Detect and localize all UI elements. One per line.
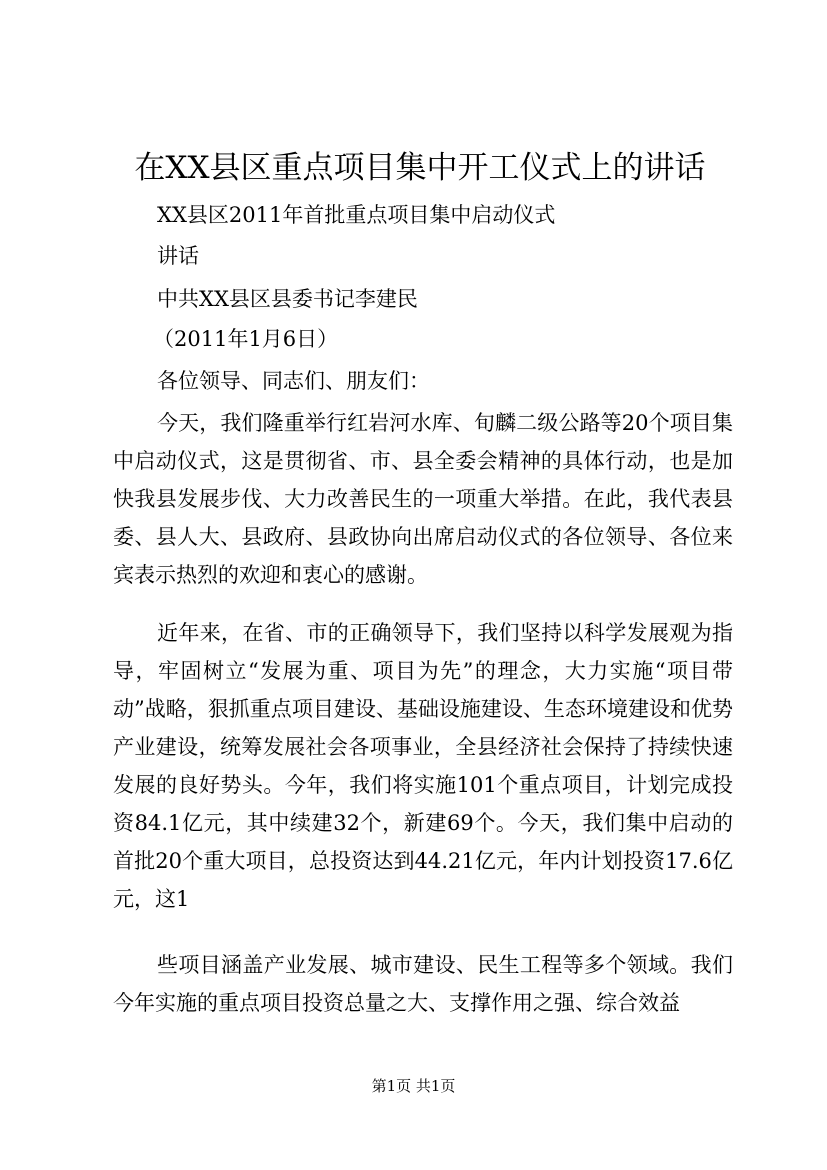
- subtitle-line-1: XX县区2011年首批重点项目集中启动仪式: [157, 203, 556, 227]
- subtitle-line-2: 讲话: [157, 244, 199, 268]
- salutation: 各位领导、同志们、朋友们：: [157, 369, 430, 393]
- speaker-line: 中共XX县区县委书记李建民: [157, 287, 418, 311]
- paragraph-3: 些项目涵盖产业发展、城市建设、民生工程等多个领域。我们今年实施的重点项目投资总量之大、支撑作用之强、综合效益: [113, 953, 733, 1015]
- date-line: （2011年1月6日）: [153, 327, 339, 351]
- paragraph-2: 近年来，在省、市的正确领导下，我们坚持以科学发展观为指导，牢固树立“发展为重、项目为先”的理念，大力实施“项目带动”战略，狠抓重点项目建设、基础设施建设、生态环境建设和优势产业建设，统筹发展社会各项事业，全县经济社会保持了持续快速发展的良好势头。今年，我们将实施101个重点项目，计划完成投资84.1亿元，其中续建32个，新建69个。今天，我们集中启动的首批20个重大项目，总投资达到44.21亿元，年内计划投资17.6亿元，这1: [113, 621, 733, 911]
- paragraph-1: 今天，我们隆重举行红岩河水库、旬麟二级公路等20个项目集中启动仪式，这是贯彻省、市、县全委会精神的具体行动，也是加快我县发展步伐、大力改善民生的一项重大举措。在此，我代表县委、县人大、县政府、县政协向出席启动仪式的各位领导、各位来宾表示热烈的欢迎和衷心的感谢。: [113, 411, 733, 587]
- document-title: 在XX县区重点项目集中开工仪式上的讲话: [134, 150, 706, 186]
- page-footer: 第1页 共1页: [371, 1077, 456, 1095]
